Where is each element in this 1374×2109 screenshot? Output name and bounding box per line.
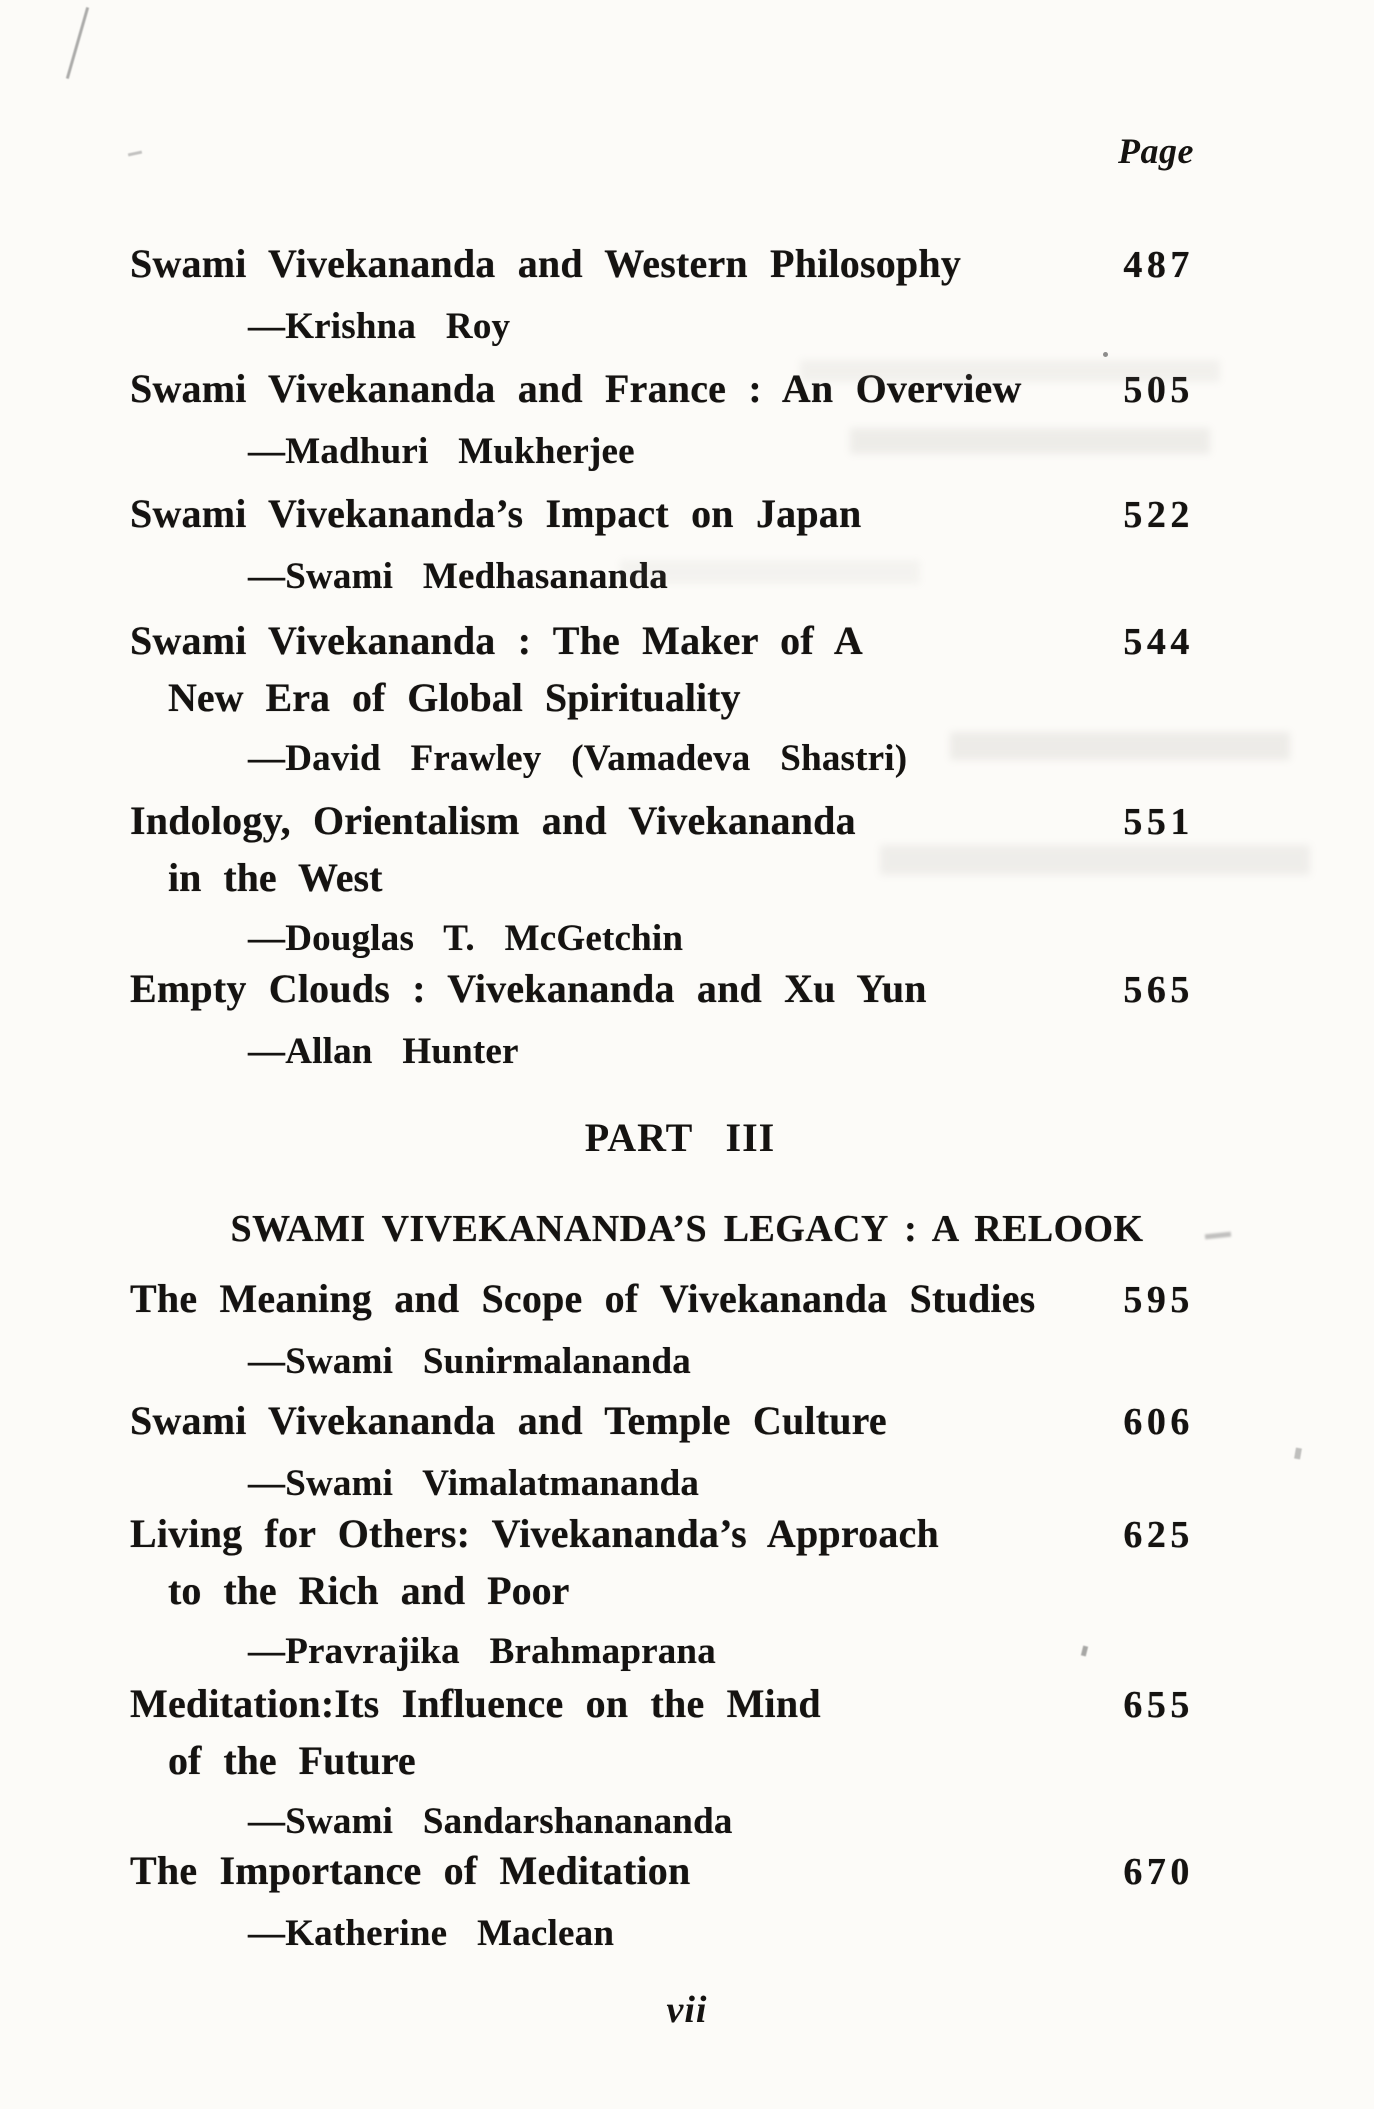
scan-artifact-diagonal-line — [66, 7, 89, 79]
entry-page-number: 625 — [1123, 1514, 1194, 1556]
entry-title: Swami Vivekananda and Western Philosophy — [130, 241, 962, 286]
scan-artifact-dot — [1294, 1448, 1302, 1460]
entry-page-number: 544 — [1123, 621, 1194, 663]
entry-title: Swami Vivekananda and France : An Overview — [130, 366, 1022, 411]
entry-author: —Katherine Maclean — [248, 1913, 615, 1954]
entry-page-number: 595 — [1123, 1279, 1194, 1321]
footer-page-number: vii — [666, 1989, 708, 2031]
entry-author: —Krishna Roy — [248, 306, 511, 347]
part-label: PART III — [584, 1115, 776, 1160]
toc-entry — [130, 361, 1194, 479]
entry-page-number: 565 — [1123, 969, 1194, 1011]
entry-title-line — [130, 1843, 1194, 1900]
entry-title-line — [130, 486, 1194, 543]
entry-title: Swami Vivekananda’s Impact on Japan — [130, 491, 862, 536]
entry-title-line2: in the West — [168, 855, 383, 900]
entry-title-line2: to the Rich and Poor — [168, 1568, 570, 1613]
entry-author: —Allan Hunter — [248, 1031, 519, 1072]
toc-entry — [130, 486, 1194, 604]
entry-title: Swami Vivekananda : The Maker of A — [130, 618, 863, 663]
toc-entry — [130, 961, 1194, 1079]
entry-author: —Douglas T. McGetchin — [248, 918, 684, 959]
entry-title-line2: New Era of Global Spirituality — [168, 675, 741, 720]
entry-title-line — [130, 1506, 1194, 1563]
entry-page-number: 670 — [1123, 1851, 1194, 1893]
entry-author: —Swami Sandarshanananda — [248, 1801, 733, 1842]
entry-page-number: 505 — [1123, 369, 1194, 411]
entry-author: —Swami Vimalatmananda — [248, 1463, 700, 1504]
entry-title: Living for Others: Vivekananda’s Approach — [130, 1511, 939, 1556]
entry-page-number: 487 — [1123, 244, 1194, 286]
entry-title-line — [130, 236, 1194, 293]
entry-title-line — [130, 361, 1194, 418]
entry-title-line — [130, 1271, 1194, 1328]
toc-entry — [130, 1676, 1194, 1849]
toc-entry — [130, 1843, 1194, 1961]
entry-title: Swami Vivekananda and Temple Culture — [130, 1398, 887, 1443]
entry-author: —Swami Sunirmalananda — [248, 1341, 691, 1382]
entry-title: Empty Clouds : Vivekananda and Xu Yun — [130, 966, 927, 1011]
entry-title-line — [130, 1676, 1194, 1733]
entry-page-number: 522 — [1123, 494, 1194, 536]
toc-entry — [130, 793, 1194, 966]
entry-title-line — [130, 793, 1194, 850]
page-column-header: Page — [1118, 131, 1194, 171]
entry-title: The Meaning and Scope of Vivekananda Studies — [130, 1276, 1036, 1321]
entry-title-line — [130, 613, 1194, 670]
entry-title-line — [130, 961, 1194, 1018]
toc-entry — [130, 1393, 1194, 1511]
part-heading: SWAMI VIVEKANANDA’S LEGACY : A RELOOK — [230, 1208, 1144, 1250]
toc-entry — [130, 236, 1194, 354]
entry-title: Indology, Orientalism and Vivekananda — [130, 798, 856, 843]
entry-author: —Madhuri Mukherjee — [248, 431, 635, 472]
entry-title-line — [130, 1393, 1194, 1450]
entry-title-line2: of the Future — [168, 1738, 416, 1783]
entry-page-number: 606 — [1123, 1401, 1194, 1443]
entry-page-number: 655 — [1123, 1684, 1194, 1726]
entry-author: —Pravrajika Brahmaprana — [248, 1631, 716, 1672]
toc-entry — [130, 1506, 1194, 1679]
entry-page-number: 551 — [1123, 801, 1194, 843]
entry-title: The Importance of Meditation — [130, 1848, 691, 1893]
entry-title: Meditation:Its Influence on the Mind — [130, 1681, 821, 1726]
entry-author: —Swami Medhasananda — [248, 556, 668, 597]
toc-entry — [130, 1271, 1194, 1389]
toc-entry — [130, 613, 1194, 786]
entry-author: —David Frawley (Vamadeva Shastri) — [248, 738, 908, 779]
